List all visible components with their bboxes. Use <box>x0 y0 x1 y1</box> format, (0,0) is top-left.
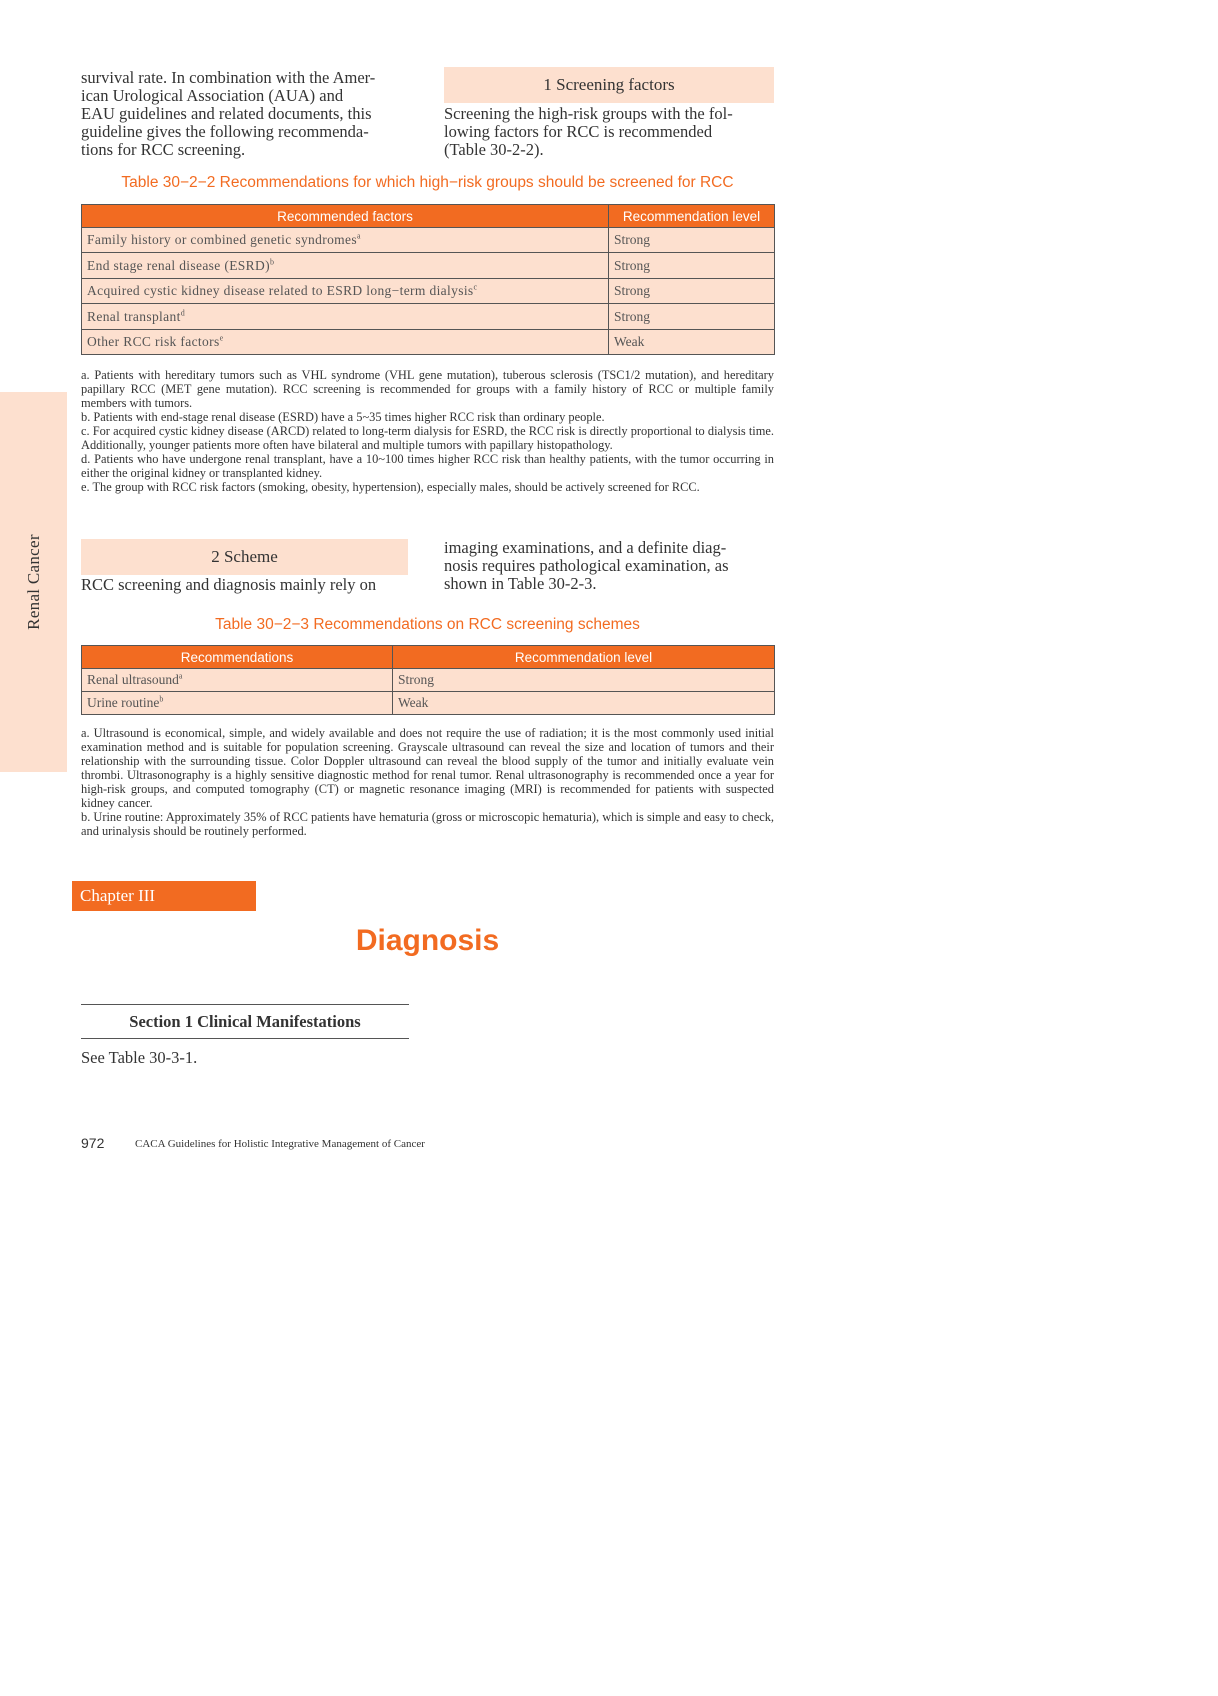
intro-line: survival rate. In combination with the Amer- <box>81 68 376 87</box>
level-cell: Strong <box>393 669 775 692</box>
recommendation-cell: Renal ultrasound$^a$ <box>82 669 393 692</box>
table-row <box>82 279 775 304</box>
table1-caption: Table 30−2−2 Recommendations for which high−risk groups should be screened for RCC <box>121 174 734 191</box>
screening-line: (Table 30-2-2). <box>444 140 544 159</box>
screening-factors-heading: 1 Screening factors <box>444 67 774 103</box>
table-row <box>82 228 775 253</box>
table1-note-d: d. Patients who have undergone renal transplant, have a 10~100 times higher RCC risk than healthy patients, with the tumor occurring in either the original kidney or transplanted kidney. <box>81 452 774 480</box>
screening-line: lowing factors for RCC is recommended <box>444 122 713 141</box>
factor-cell: Family history or combined genetic syndromes$^a$ <box>82 228 609 253</box>
side-tab-label: Renal Cancer <box>23 534 43 630</box>
scheme-paragraph <box>444 539 774 593</box>
page-number: 972 <box>81 1135 105 1151</box>
table1-notes <box>81 368 774 494</box>
table1-header-factors: Recommended factors <box>82 205 609 228</box>
intro-line: guideline gives the following recommenda- <box>81 122 369 141</box>
level-cell: Strong <box>609 253 775 279</box>
table-row <box>82 692 775 715</box>
table2-header-recommendations: Recommendations <box>82 646 393 669</box>
table1-note-b: b. Patients with end-stage renal disease (ESRD) have a 5~35 times higher RCC risk than ordinary people. <box>81 410 605 424</box>
table2-caption: Table 30−2−3 Recommendations on RCC screening schemes <box>215 616 640 633</box>
table2-note-a: a. Ultrasound is economical, simple, and widely available and does not require the use of radiation; it is the most commonly used initial examination method and is suitable for population screening. Grayscale ultrasound can reveal the size and location of tumors and their relationship with the surrounding tissue. Color Doppler ultrasound can reveal the blood supply of the tumor and initially evaluate vein thrombi. Ultrasonography is a highly sensitive diagnostic method for renal tumor. Renal ultrasonography is recommended once a year for high-risk groups, and computed tomography (CT) or magnetic resonance imaging (MRI) is recommended for patients with suspected kidney cancer. <box>81 726 774 810</box>
table-row <box>82 330 775 355</box>
scheme-heading: 2 Scheme <box>81 539 408 575</box>
section1-heading: Section 1 Clinical Manifestations <box>81 1004 409 1039</box>
intro-line: tions for RCC screening. <box>81 140 246 159</box>
table2-note-b: b. Urine routine: Approximately 35% of RCC patients have hematuria (gross or microscopic hematuria), which is simple and easy to check, and urinalysis should be routinely performed. <box>81 810 774 838</box>
level-cell: Strong <box>609 228 775 253</box>
chapter-label: Chapter III <box>72 881 256 911</box>
table2-notes <box>81 726 774 838</box>
level-cell: Strong <box>609 304 775 330</box>
scheme-left-line: RCC screening and diagnosis mainly rely on <box>81 575 377 594</box>
table1-header-row <box>82 205 775 228</box>
intro-line: ican Urological Association (AUA) and <box>81 86 344 105</box>
factor-cell: Acquired cystic kidney disease related to ESRD long−term dialysis$^c$ <box>82 279 609 304</box>
side-tab <box>0 392 67 772</box>
footer-text: CACA Guidelines for Holistic Integrative Management of Cancer <box>135 1138 425 1150</box>
screening-line: Screening the high-risk groups with the fol- <box>444 104 733 123</box>
table2-header-row <box>82 646 775 669</box>
table2 <box>81 645 775 715</box>
section1-text: See Table 30-3-1. <box>81 1048 198 1067</box>
intro-line: EAU guidelines and related documents, this <box>81 104 372 123</box>
table1-note-a: a. Patients with hereditary tumors such as VHL syndrome (VHL gene mutation), tuberous sclerosis (TSC1/2 mutation), and hereditary papillary RCC (MET gene mutation). RCC screening is recommended for groups with a family history of RCC or multiple family members with tumors. <box>81 368 774 410</box>
level-cell: Strong <box>609 279 775 304</box>
recommendation-cell: Urine routine$^b$ <box>82 692 393 715</box>
table1 <box>81 204 775 355</box>
table1-note-e: e. The group with RCC risk factors (smoking, obesity, hypertension), especially males, should be actively screened for RCC. <box>81 480 700 494</box>
scheme-line: nosis requires pathological examination, as <box>444 556 729 575</box>
table1-header-level: Recommendation level <box>609 205 775 228</box>
table2-header-level: Recommendation level <box>393 646 775 669</box>
chapter-title: Diagnosis <box>355 924 500 957</box>
screening-factors-paragraph <box>444 105 774 159</box>
scheme-line: shown in Table 30-2-3. <box>444 574 597 593</box>
factor-cell: Renal transplant$^d$ <box>82 304 609 330</box>
intro-paragraph <box>81 69 409 159</box>
table-row <box>82 304 775 330</box>
level-cell: Weak <box>609 330 775 355</box>
table-row <box>82 253 775 279</box>
scheme-line: imaging examinations, and a definite diag- <box>444 538 727 557</box>
table-row <box>82 669 775 692</box>
table1-note-c: c. For acquired cystic kidney disease (ARCD) related to long-term dialysis for ESRD, the RCC risk is directly proportional to dialysis time. Additionally, younger patients more often have bilateral and multiple tumors with papillary histopathology. <box>81 424 774 452</box>
factor-cell: Other RCC risk factors$^e$ <box>82 330 609 355</box>
level-cell: Weak <box>393 692 775 715</box>
factor-cell: End stage renal disease (ESRD)$^b$ <box>82 253 609 279</box>
